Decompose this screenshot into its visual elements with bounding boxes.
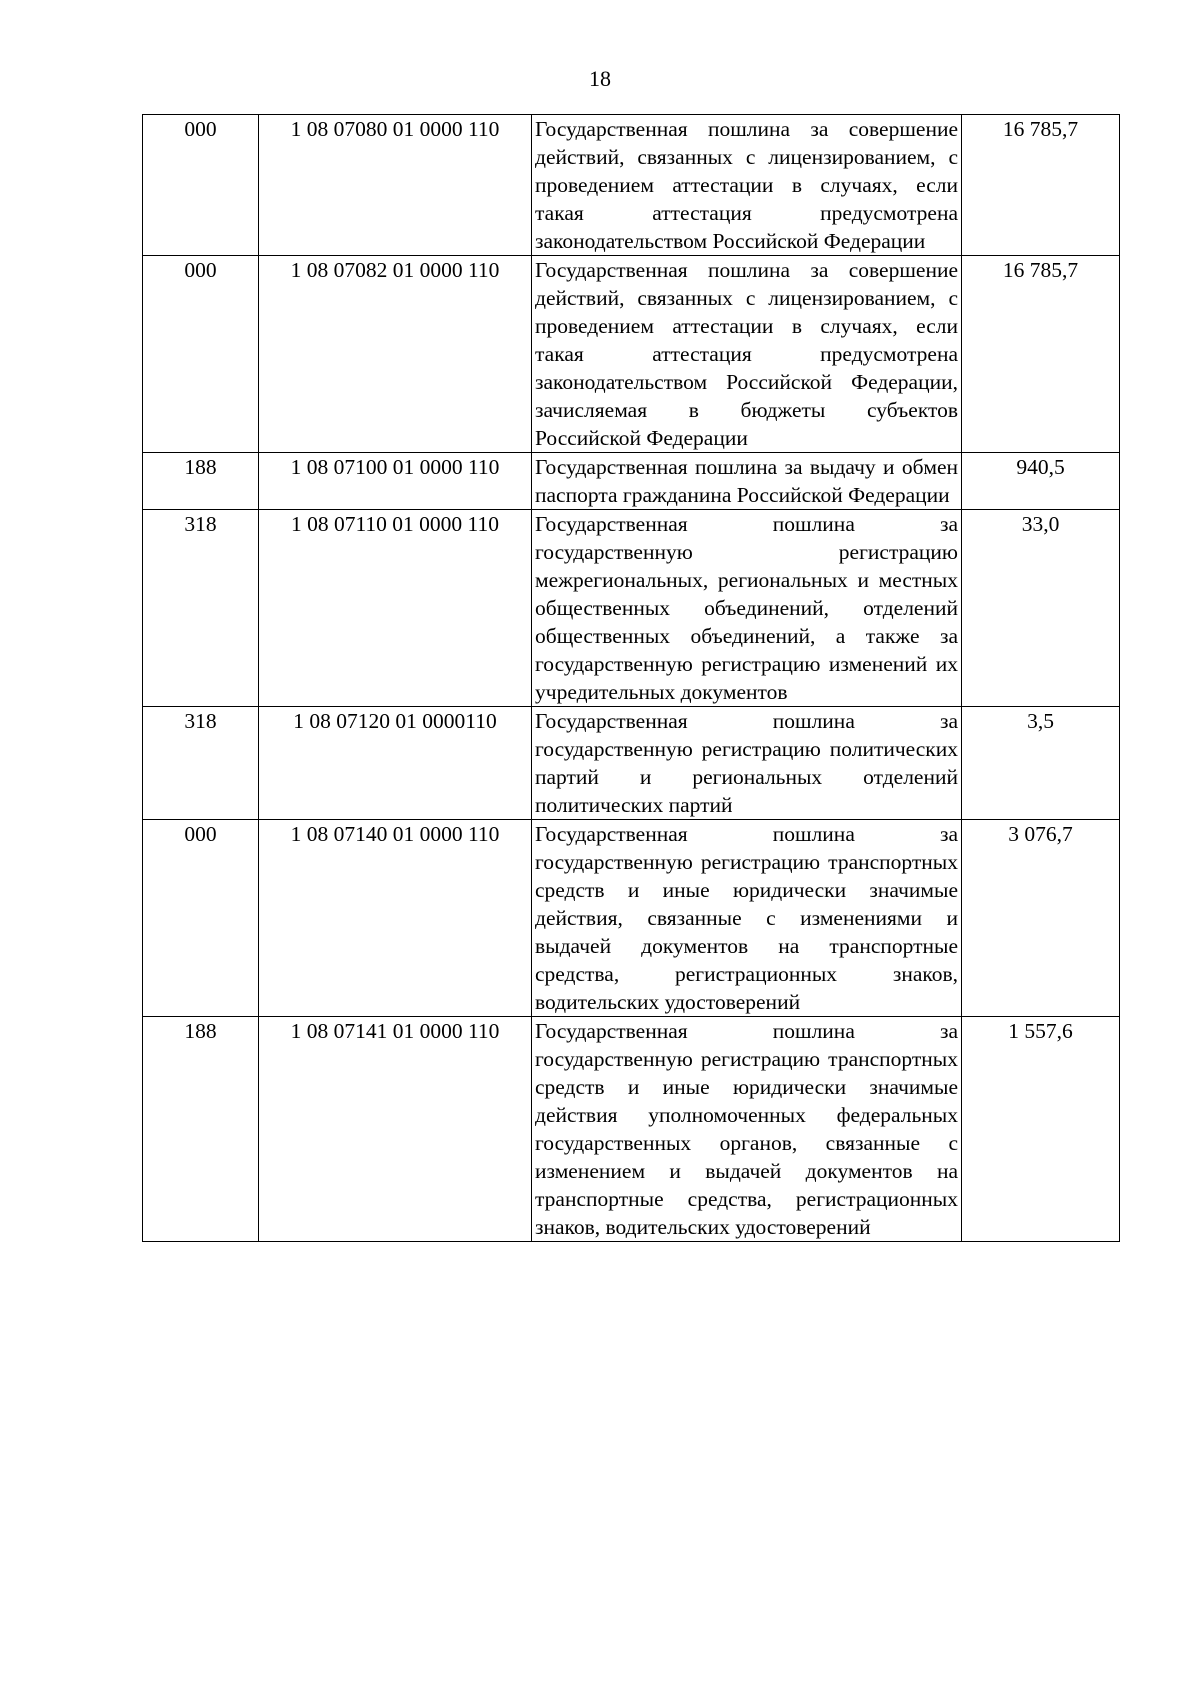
- budget-code-cell: 1 08 07080 01 0000 110: [259, 115, 532, 256]
- admin-code-cell: 000: [143, 256, 259, 453]
- revenue-name-cell: Государственная пошлина за государственную регистрацию политических партий и региональных отделений политических партий: [532, 707, 962, 820]
- admin-code-cell: 318: [143, 707, 259, 820]
- amount-cell: 16 785,7: [962, 256, 1120, 453]
- table-row: [143, 510, 1120, 707]
- table-row: [143, 115, 1120, 256]
- budget-code-cell: 1 08 07110 01 0000 110: [259, 510, 532, 707]
- page-number: 18: [589, 66, 611, 91]
- revenue-table: [142, 114, 1120, 1242]
- admin-code-cell: 188: [143, 453, 259, 510]
- revenue-name-cell: Государственная пошлина за государственную регистрацию транспортных средств и иные юридически значимые действия, связанные с изменениями и выдачей документов на транспортные средства, регистрационных знаков, водительских удостоверений: [532, 820, 962, 1017]
- table-row: [143, 707, 1120, 820]
- amount-cell: 3 076,7: [962, 820, 1120, 1017]
- table-row: [143, 1017, 1120, 1242]
- budget-code-cell: 1 08 07141 01 0000 110: [259, 1017, 532, 1242]
- amount-cell: 16 785,7: [962, 115, 1120, 256]
- revenue-name-cell: Государственная пошлина за государственную регистрацию транспортных средств и иные юридически значимые действия уполномоченных федеральных государственных органов, связанные с изменением и выдачей документов на транспортные средства, регистрационных знаков, водительских удостоверений: [532, 1017, 962, 1242]
- admin-code-cell: 000: [143, 820, 259, 1017]
- table-row: [143, 820, 1120, 1017]
- revenue-name-cell: Государственная пошлина за государственную регистрацию межрегиональных, региональных и местных общественных объединений, отделений общественных объединений, а также за государственную регистрацию изменений их учредительных документов: [532, 510, 962, 707]
- amount-cell: 33,0: [962, 510, 1120, 707]
- revenue-name-cell: Государственная пошлина за выдачу и обмен паспорта гражданина Российской Федерации: [532, 453, 962, 510]
- budget-code-cell: 1 08 07120 01 0000110: [259, 707, 532, 820]
- admin-code-cell: 318: [143, 510, 259, 707]
- revenue-name-cell: Государственная пошлина за совершение действий, связанных с лицензированием, с проведением аттестации в случаях, если такая аттестация предусмотрена законодательством Российской Федерации, зачисляемая в бюджеты субъектов Российской Федерации: [532, 256, 962, 453]
- revenue-name-cell: Государственная пошлина за совершение действий, связанных с лицензированием, с проведением аттестации в случаях, если такая аттестация предусмотрена законодательством Российской Федерации: [532, 115, 962, 256]
- admin-code-cell: 188: [143, 1017, 259, 1242]
- table-row: [143, 256, 1120, 453]
- admin-code-cell: 000: [143, 115, 259, 256]
- budget-code-cell: 1 08 07100 01 0000 110: [259, 453, 532, 510]
- amount-cell: 1 557,6: [962, 1017, 1120, 1242]
- amount-cell: 3,5: [962, 707, 1120, 820]
- budget-code-cell: 1 08 07082 01 0000 110: [259, 256, 532, 453]
- amount-cell: 940,5: [962, 453, 1120, 510]
- budget-code-cell: 1 08 07140 01 0000 110: [259, 820, 532, 1017]
- table-row: [143, 453, 1120, 510]
